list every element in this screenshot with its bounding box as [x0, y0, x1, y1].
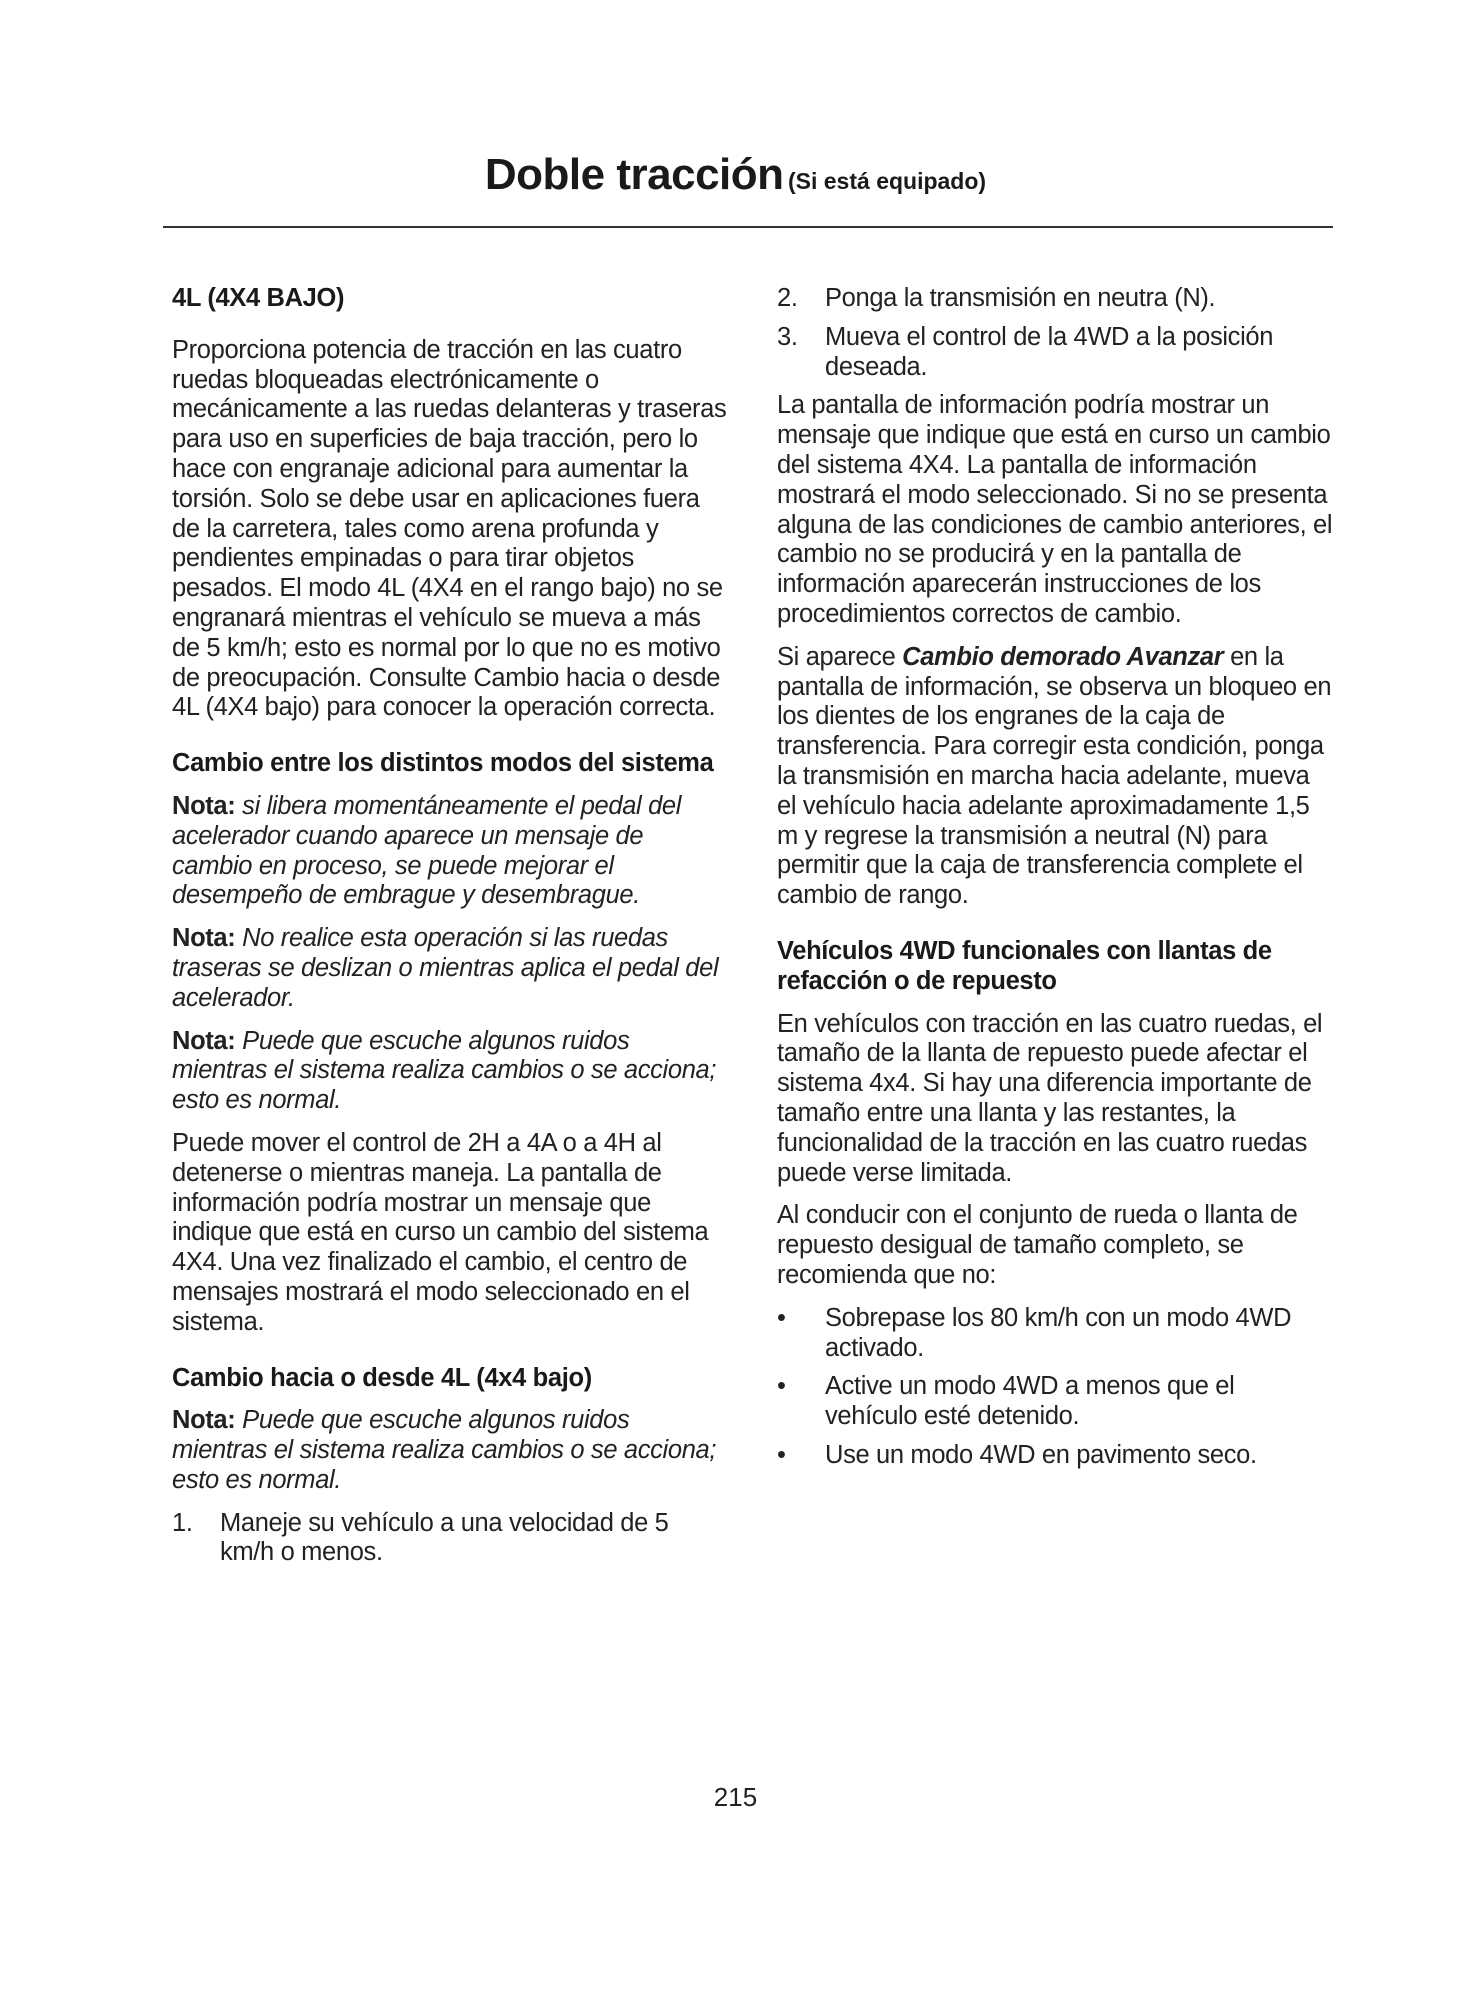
bullet-text: Sobrepase los 80 km/h con un modo 4WD activado. — [825, 1303, 1292, 1362]
text: en la pantalla de información, se observa un bloqueo en los dientes de los engranes de la caja de transferencia. Para corregir esta condición, ponga la transmisión en marcha hacia adelante, mueva el vehículo hacia adelante aproximadamente 1,5 m y regrese la transmisión a neutral (N) para permitir que la caja de transferencia complete el cambio de rango. — [777, 642, 1332, 910]
note — [172, 792, 728, 911]
heading-4l: 4L (4X4 BAJO) — [172, 284, 345, 312]
bullet-text: Use un modo 4WD en pavimento seco. — [825, 1440, 1257, 1469]
title-main: Doble tracción — [484, 150, 784, 199]
list-item — [172, 1509, 728, 1569]
step-text: Mueva el control de la 4WD a la posición deseada. — [825, 322, 1274, 381]
heading-mode-change: Cambio entre los distintos modos del sistema — [172, 749, 714, 778]
note — [172, 1406, 728, 1495]
step-number: 2. — [777, 284, 798, 312]
paragraph: Al conducir con el conjunto de rueda o llanta de repuesto desigual de tamaño completo, se recomienda que no: — [777, 1201, 1298, 1289]
bullet-icon: • — [777, 1440, 786, 1469]
bullet-icon: • — [777, 1372, 786, 1401]
bullet-icon: • — [777, 1303, 786, 1332]
note-text: Puede que escuche algunos ruidos mientras el sistema realiza cambios o se acciona; esto es normal. — [172, 1406, 717, 1494]
note-label: Nota: — [172, 1406, 236, 1435]
paragraph — [777, 643, 1333, 911]
paragraph: Proporciona potencia de tracción en las cuatro ruedas bloqueadas electrónicamente o mecánicamente a las ruedas delanteras y traseras para uso en superficies de baja tracción, pero lo hace con engranaje adicional para aumentar la torsión. Solo se debe usar en aplicaciones fuera de la carretera, tales como arena profunda y pendientes empinadas o para tirar objetos pesados. El modo 4L (4X4 en el rango bajo) no se engranará mientras el vehículo se mueva a más de 5 km/h; esto es normal por lo que no es motivo de preocupación. Consulte Cambio hacia o desde 4L (4X4 bajo) para conocer la operación correcta. — [172, 335, 727, 722]
bullet-item — [777, 1372, 1333, 1432]
bullet-text: Active un modo 4WD a menos que el vehículo esté detenido. — [825, 1372, 1235, 1431]
heading-4l-shift: Cambio hacia o desde 4L (4x4 bajo) — [172, 1363, 592, 1392]
page-title — [0, 150, 1471, 200]
heading-spare-tire: Vehículos 4WD funcionales con llantas de refacción o de repuesto — [777, 936, 1272, 995]
note — [172, 1027, 728, 1116]
note — [172, 924, 728, 1013]
note-label: Nota: — [172, 924, 236, 953]
paragraph: En vehículos con tracción en las cuatro ruedas, el tamaño de la llanta de repuesto puede afectar el sistema 4x4. Si hay una diferencia importante de tamaño entre una llanta y las restantes, la funcionalidad de la tracción en las cuatro ruedas puede verse limitada. — [777, 1009, 1323, 1187]
note-text: No realice esta operación si las ruedas traseras se deslizan o mientras aplica el pedal del acelerador. — [172, 924, 719, 1012]
title-subtitle: (Si está equipado) — [787, 168, 987, 194]
list-item — [777, 323, 1333, 383]
paragraph: La pantalla de información podría mostrar un mensaje que indique que está en curso un cambio del sistema 4X4. La pantalla de información mostrará el modo seleccionado. Si no se presenta alguna de las condiciones de cambio anteriores, el cambio no se producirá y en la pantalla de información aparecerán instrucciones de los procedimientos correctos de cambio. — [777, 391, 1333, 628]
text: Si aparece — [777, 642, 903, 671]
right-column — [777, 284, 1333, 1480]
step-text: Maneje su vehículo a una velocidad de 5 km/h o menos. — [220, 1508, 669, 1567]
list-item — [777, 284, 1333, 314]
note-label: Nota: — [172, 791, 236, 820]
paragraph: Puede mover el control de 2H a 4A o a 4H al detenerse o mientras maneja. La pantalla de información podría mostrar un mensaje que indique que está en curso un cambio del sistema 4X4. Una vez finalizado el cambio, el centro de mensajes mostrará el modo seleccionado en el sistema. — [172, 1128, 709, 1336]
header-rule — [163, 226, 1333, 228]
emphasis-message: Cambio demorado Avanzar — [902, 642, 1224, 671]
bullet-item — [777, 1441, 1333, 1471]
bullet-item — [777, 1304, 1333, 1364]
note-text: si libera momentáneamente el pedal del acelerador cuando aparece un mensaje de cambio en proceso, se puede mejorar el desempeño de embrague y desembrague. — [172, 791, 682, 910]
step-text: Ponga la transmisión en neutra (N). — [825, 284, 1216, 312]
note-text: Puede que escuche algunos ruidos mientras el sistema realiza cambios o se acciona; esto es normal. — [172, 1026, 717, 1115]
step-number: 1. — [172, 1508, 193, 1537]
note-label: Nota: — [172, 1026, 236, 1055]
left-column — [172, 284, 728, 1577]
step-number: 3. — [777, 322, 798, 351]
page-number: 215 — [713, 1782, 758, 1812]
